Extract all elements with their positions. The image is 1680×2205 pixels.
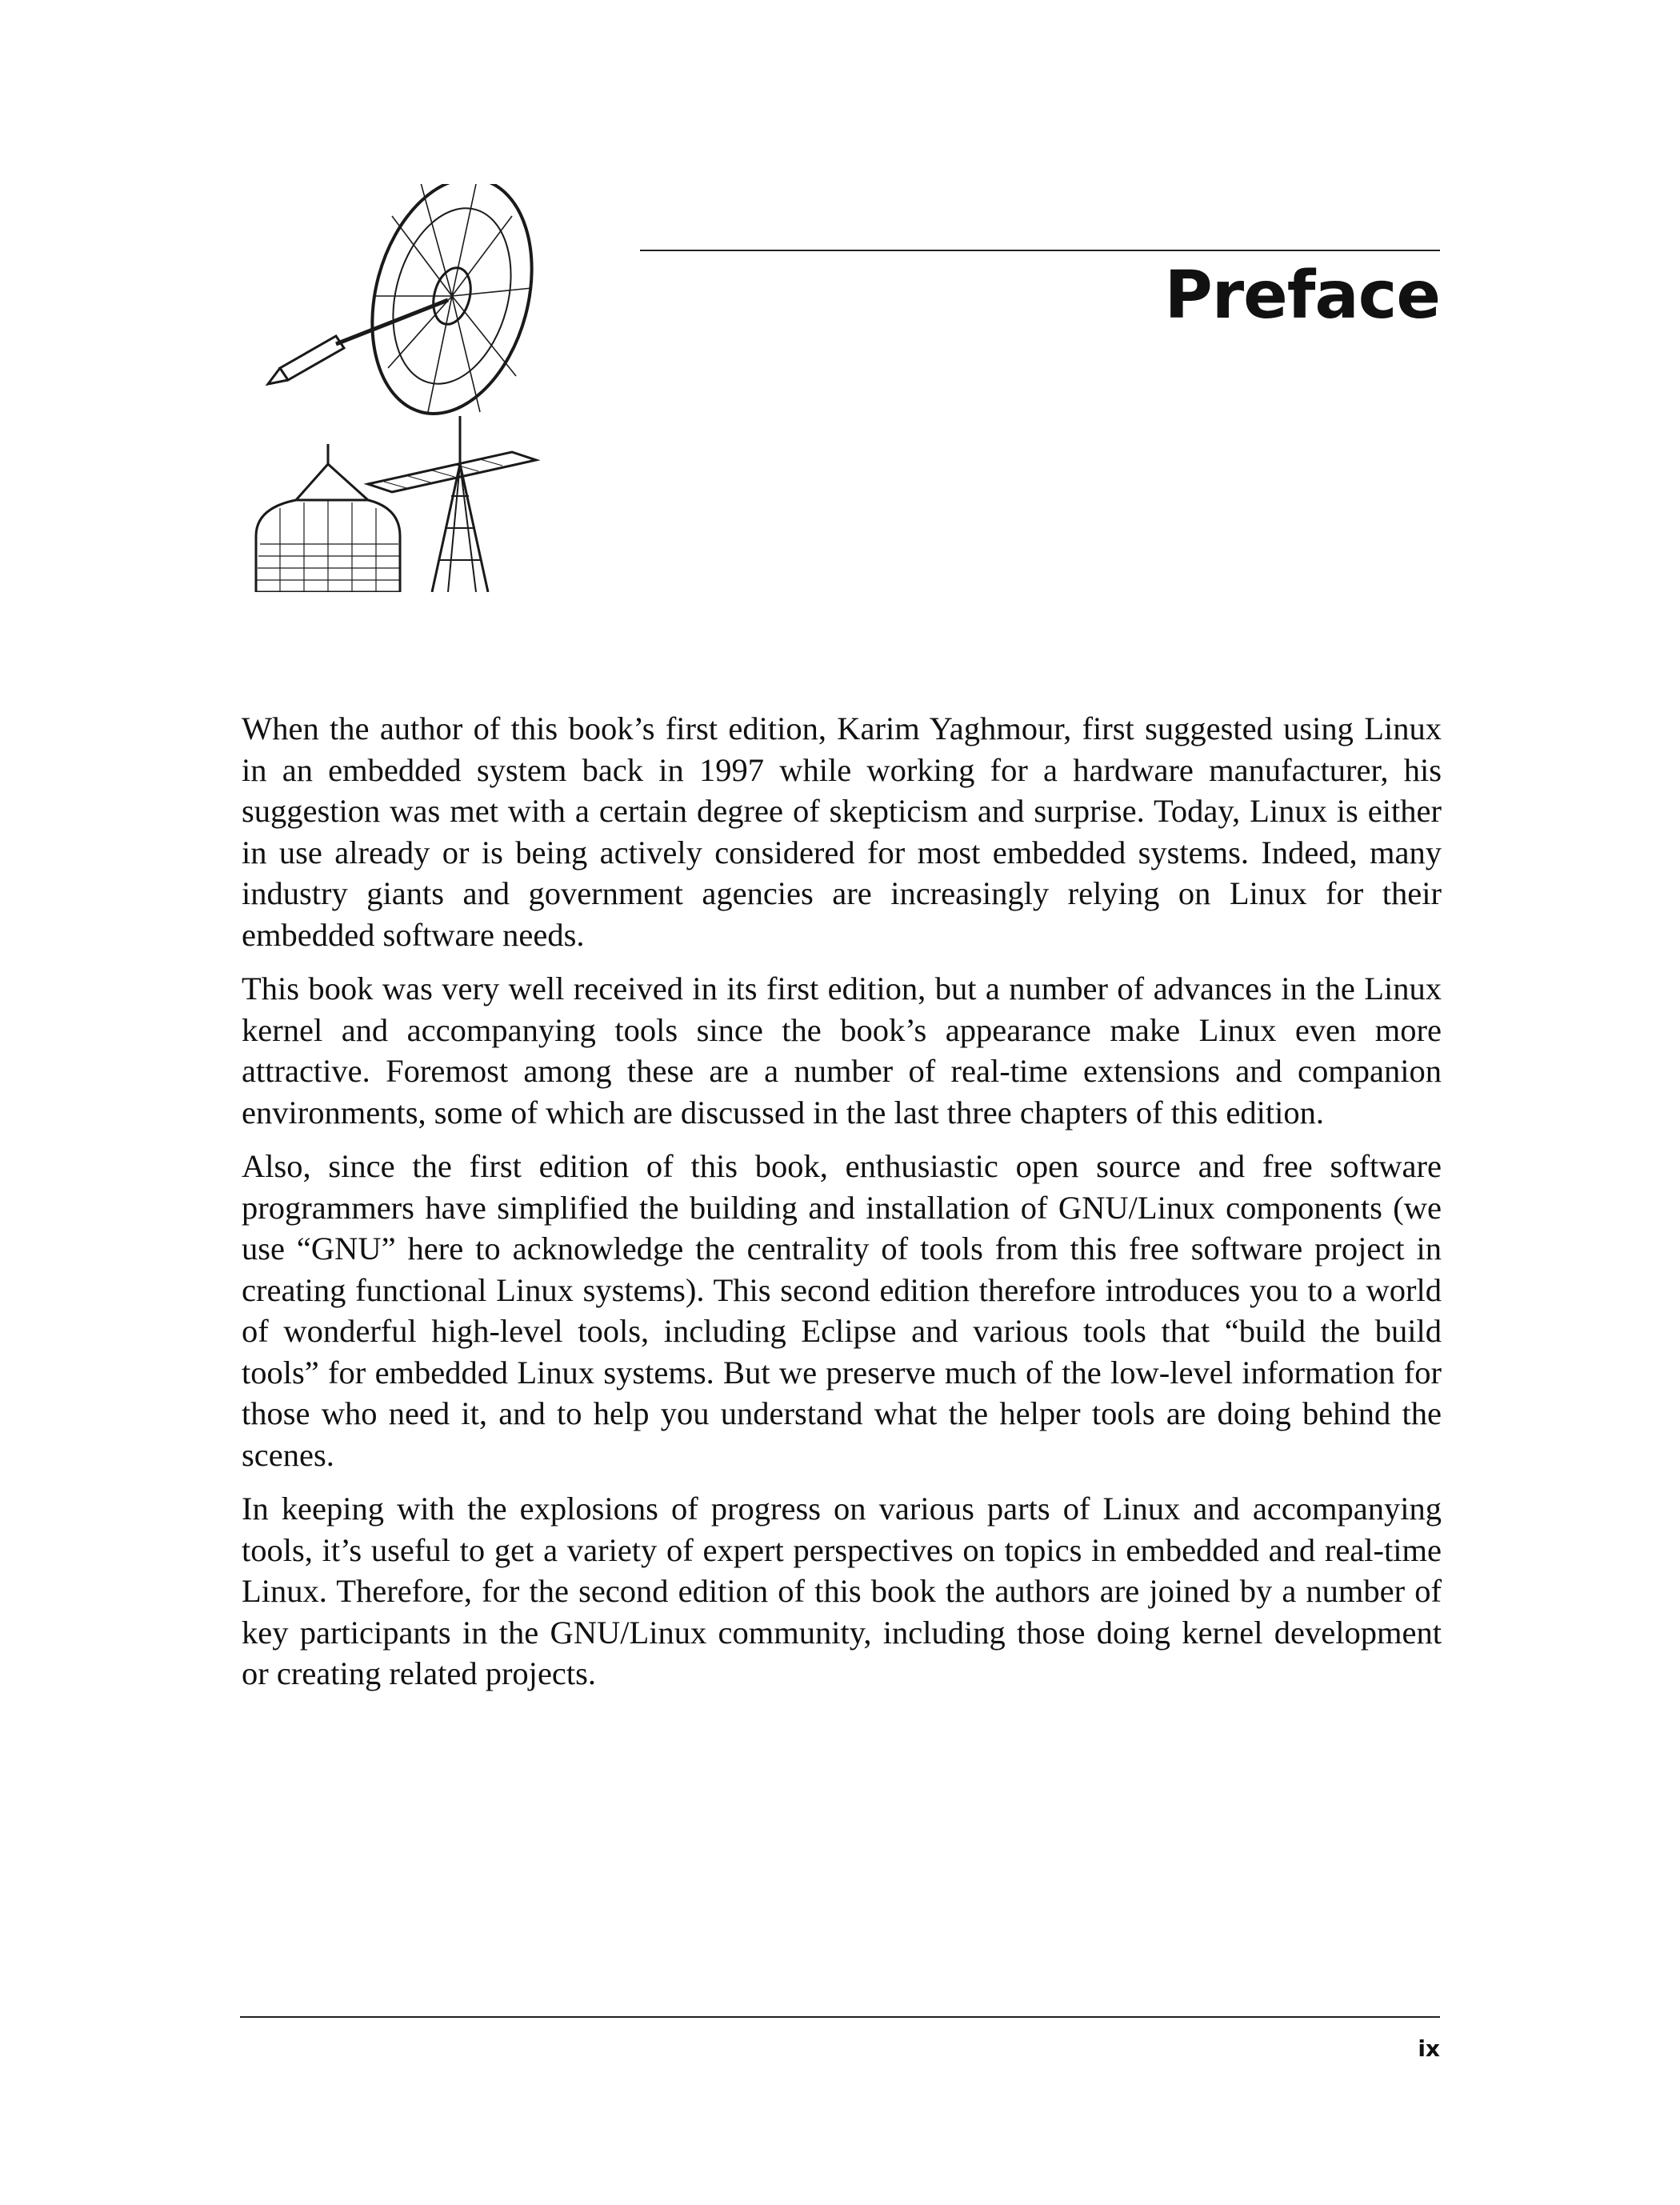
page-number: ix xyxy=(1418,2035,1440,2062)
windmill-icon xyxy=(248,184,592,592)
paragraph-2: This book was very well received in its first edition, but a number of advances in the Linux kernel and accompanying tools since the book’s appearance make Linux even more attractive. Foremost among these are a number of real-time extensions and companion environments, some of which are discussed in the last three chapters of this edition. xyxy=(242,970,1442,1131)
paragraph-4: In keeping with the explosions of progress on various parts of Linux and accompanying tools, it’s useful to get a variety of expert perspectives on topics in embedded and real-time Linux. Therefore, for the second edition of this book the authors are joined by a number of key participants in the GNU/Linux community, including those doing kernel development or creating related projects. xyxy=(242,1491,1442,1691)
chapter-title: Preface xyxy=(1164,258,1440,334)
paragraph-3: Also, since the first edition of this book, enthusiastic open source and free software programmers have simplified the building and installation of GNU/Linux components (we use “GNU” here to acknowledge the centrality of tools from this free software project in creating functional Linux systems). This second edition therefore introduces you to a world of wonderful high-level tools, including Eclipse and various tools that “build the build tools” for embedded Linux systems. But we preserve much of the low-level information for those who need it, and to help you understand what the helper tools are doing behind the scenes. xyxy=(242,1148,1442,1473)
preface-body xyxy=(242,708,1442,1707)
windmill-illustration xyxy=(248,184,592,592)
paragraph-1: When the author of this book’s first edition, Karim Yaghmour, first suggested using Linux in an embedded system back in 1997 while working for a hardware manufacturer, his suggestion was met with a certain degree of skepticism and surprise. Today, Linux is either in use already or is being actively considered for most embedded systems. Indeed, many industry giants and government agencies are increasingly relying on Linux for their embedded software needs. xyxy=(242,710,1442,953)
footer-rule xyxy=(240,2016,1440,2018)
title-rule xyxy=(640,250,1440,251)
